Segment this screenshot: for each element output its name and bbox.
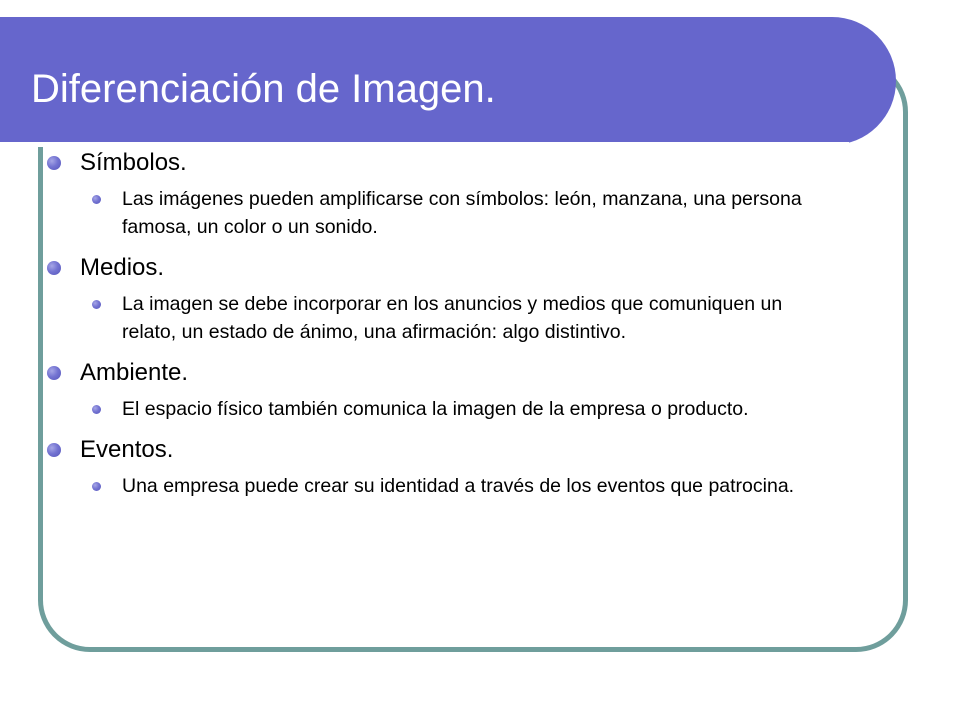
bullet-heading (47, 251, 897, 284)
bullet-dot-icon (47, 366, 61, 380)
bullet-detail-text: Las imágenes pueden amplificarse con símbolos: león, manzana, una persona famosa, un color o un sonido. (122, 188, 802, 238)
list-item (47, 251, 897, 346)
bullet-heading (47, 356, 897, 389)
bullet-detail-text: Una empresa puede crear su identidad a través de los eventos que patrocina. (122, 475, 795, 497)
bullet-heading-text: Símbolos. (80, 149, 187, 176)
bullet-heading (47, 433, 897, 466)
bullet-detail-text: La imagen se debe incorporar en los anuncios y medios que comuniquen un relato, un estado de ánimo, una afirmación: algo distintivo. (122, 293, 783, 343)
list-item (47, 146, 897, 241)
bullet-detail (47, 290, 832, 346)
list-item (47, 356, 897, 423)
bullet-dot-icon (47, 261, 61, 275)
list-item (47, 433, 897, 500)
title-bar (0, 17, 896, 145)
sub-bullet-dot-icon (92, 482, 101, 491)
bullet-heading-text: Medios. (80, 254, 165, 281)
bullet-heading-text: Ambiente. (80, 359, 189, 386)
sub-bullet-dot-icon (92, 405, 101, 414)
sub-bullet-dot-icon (92, 300, 101, 309)
bullet-detail-text: El espacio físico también comunica la imagen de la empresa o producto. (122, 398, 749, 420)
bullet-detail (47, 185, 832, 241)
bullet-detail (47, 395, 832, 423)
bullet-heading-text: Eventos. (80, 436, 174, 463)
bullet-detail (47, 472, 832, 500)
sub-bullet-dot-icon (92, 195, 101, 204)
bullet-dot-icon (47, 443, 61, 457)
bullet-heading (47, 146, 897, 179)
slide-title: Diferenciación de Imagen. (31, 67, 496, 111)
bullet-dot-icon (47, 156, 61, 170)
bullet-list (47, 146, 897, 510)
